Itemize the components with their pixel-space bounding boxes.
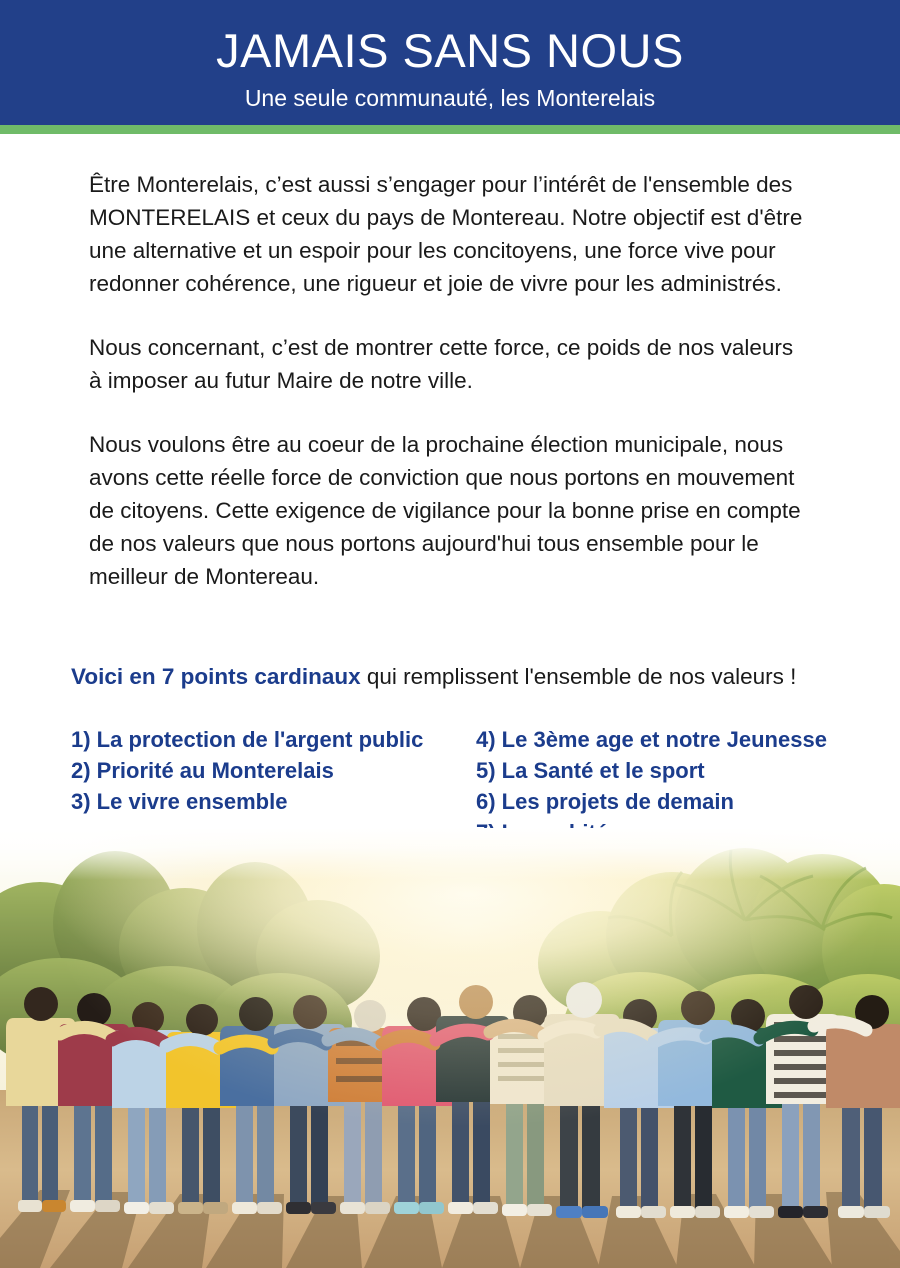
list-item: 1) La protection de l'argent public [71, 727, 424, 752]
points-column-left [71, 724, 476, 817]
body-text [89, 168, 811, 593]
header-band [0, 0, 900, 125]
points-intro-line [71, 662, 871, 692]
list-item: 3) Le vivre ensemble [71, 789, 288, 814]
points-intro-emphasis: Voici en 7 points cardinaux [71, 664, 361, 689]
list-item: 6) Les projets de demain [476, 789, 734, 814]
paragraph: Nous concernant, c’est de montrer cette force, ce poids de nos valeurs à imposer au futur Maire de notre ville. [89, 335, 794, 393]
list-item: 2) Priorité au Monterelais [71, 758, 334, 783]
paragraph: Être Monterelais, c’est aussi s’engager pour l’intérêt de l'ensemble des MONTERELAIS et ceux du pays de Montereau. Notre objectif est d'être une alternative et un espoir pour les concitoyens, une force vive pour redonner cohérence, une rigueur et joie de vivre pour les administrés. [89, 172, 803, 296]
page-title: JAMAIS SANS NOUS [216, 24, 684, 77]
list-item: 4) Le 3ème age et notre Jeunesse [476, 727, 827, 752]
community-photo-illustration [0, 828, 900, 1268]
community-photo [0, 828, 900, 1268]
page-subtitle: Une seule communauté, les Monterelais [244, 85, 656, 111]
header-accent-rule [0, 125, 900, 134]
list-item: 5) La Santé et le sport [476, 758, 705, 783]
paragraph: Nous voulons être au coeur de la prochaine élection municipale, nous avons cette réelle force de conviction que nous portons en mouvement de citoyens. Cette exigence de vigilance pour la bonne prise en compte de nos valeurs que nous portons aujourd'hui tous ensemble pour le meilleur de Montereau. [89, 432, 801, 589]
points-intro-remainder: qui remplissent l'ensemble de nos valeurs ! [360, 664, 797, 689]
